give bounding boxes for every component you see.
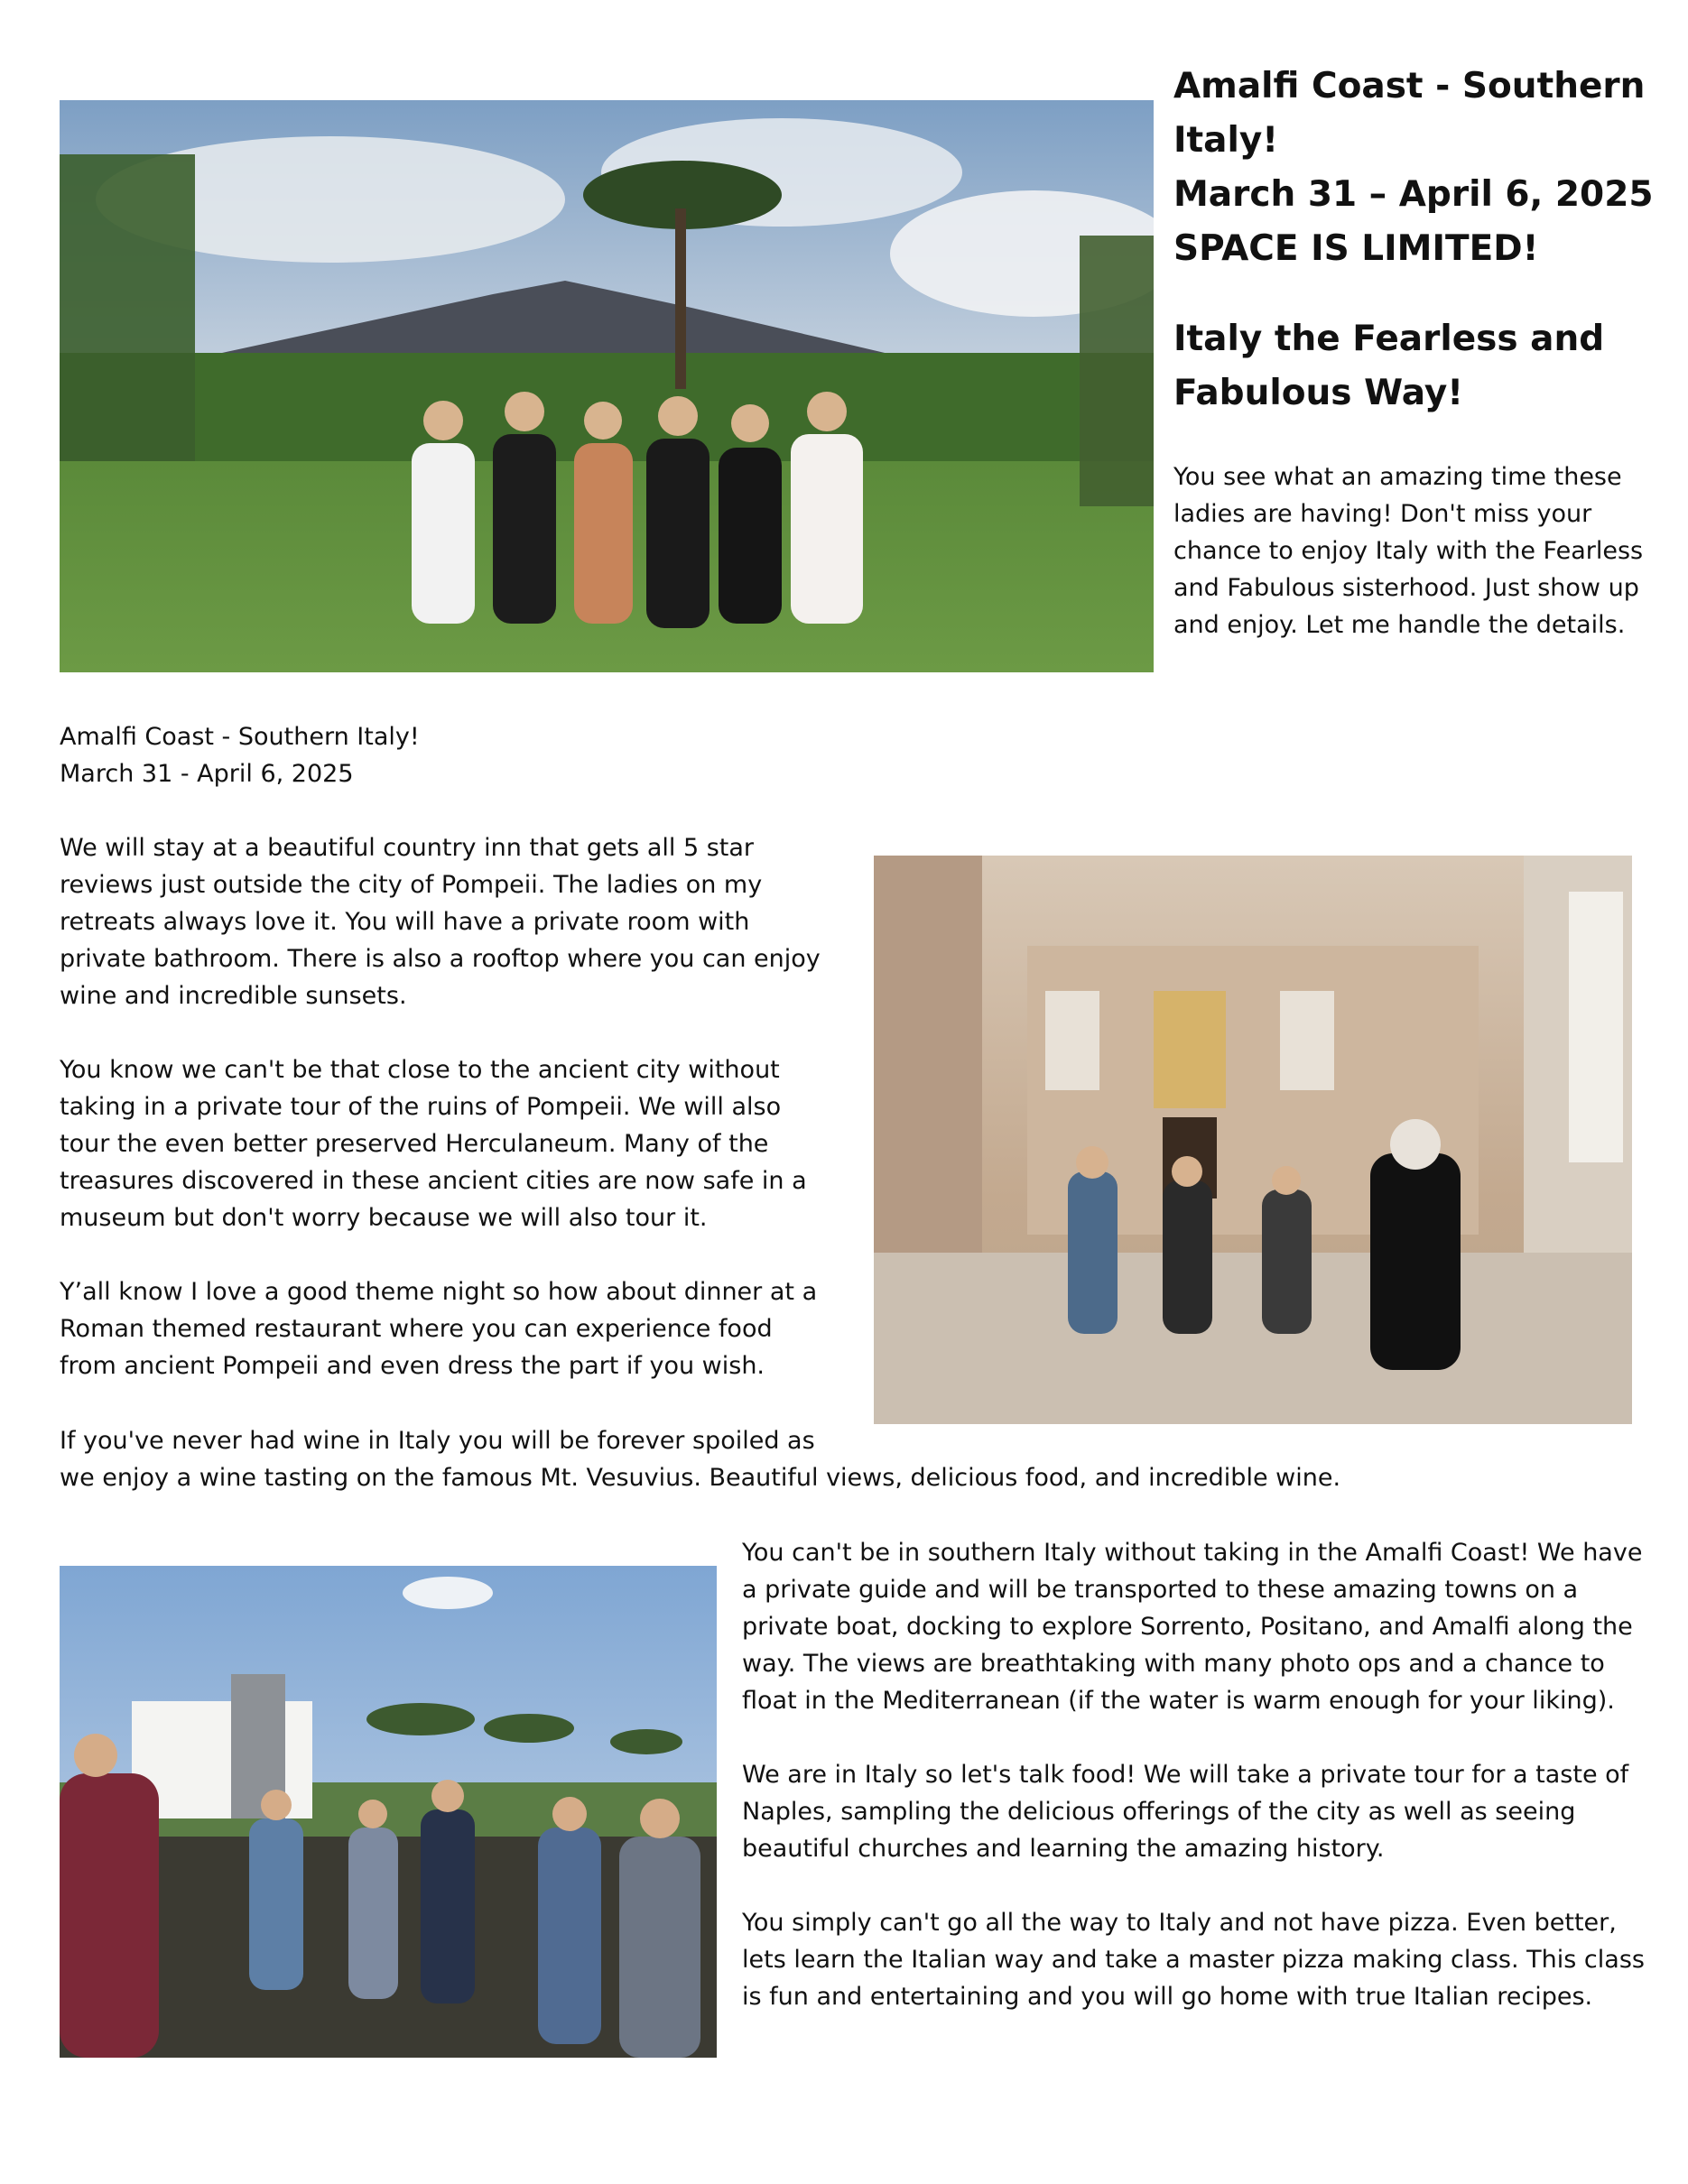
paragraph-naples-food: We are in Italy so let's talk food! We will take a private tour for a taste of Naples, sampling the delicious offerings of the city as well as seeing beautiful churches and learning the amazing history. bbox=[742, 1761, 1629, 1863]
section1-title: Amalfi Coast - Southern Italy! bbox=[60, 723, 420, 751]
section1-dates: March 31 - April 6, 2025 bbox=[60, 760, 354, 788]
photo-winery-group bbox=[60, 1566, 717, 2058]
paragraph-theme-night: Y’all know I love a good theme night so how about dinner at a Roman themed restaurant where you can experience food from ancient Pompeii and even dress the part if you wish. bbox=[60, 1278, 818, 1380]
tagline-line-1: Italy the Fearless and bbox=[1173, 319, 1605, 359]
photo-palace-staircase bbox=[874, 856, 1632, 1424]
paragraph-wine bbox=[60, 1422, 1414, 1496]
headline-title-2: Italy! bbox=[1173, 120, 1279, 161]
tagline-line-2: Fabulous Way! bbox=[1173, 373, 1464, 413]
paragraph-wine-line-1: If you've never had wine in Italy you will be forever spoiled as bbox=[60, 1427, 815, 1455]
paragraph-wine-line-2: we enjoy a wine tasting on the famous Mt. Vesuvius. Beautiful views, delicious food, and incredible wine. bbox=[60, 1464, 1341, 1492]
section1-heading bbox=[60, 718, 872, 792]
trip-headline bbox=[1173, 60, 1661, 276]
headline-dates: March 31 – April 6, 2025 bbox=[1173, 174, 1654, 215]
tagline bbox=[1173, 312, 1661, 421]
photo-vineyard-vesuvius bbox=[60, 100, 1154, 672]
section2-body bbox=[742, 1534, 1645, 2015]
paragraph-inn: We will stay at a beautiful country inn that gets all 5 star reviews just outside the city of Pompeii. The ladies on my retreats always love it. You will have a private room with private bathroom. There is also a rooftop where you can enjoy wine and incredible sunsets. bbox=[60, 834, 821, 1010]
headline-title-1: Amalfi Coast - Southern bbox=[1173, 66, 1646, 106]
paragraph-pompeii: You know we can't be that close to the ancient city without taking in a private tour of the ruins of Pompeii. We will also tour the even better preserved Herculaneum. Many of the treasures discovered in these ancient cities are now safe in a museum but don't worry because we will also tour it. bbox=[60, 1056, 807, 1232]
paragraph-pizza-class: You simply can't go all the way to Italy and not have pizza. Even better, lets learn the Italian way and take a master pizza making class. This class is fun and entertaining and you will go home with true Italian recipes. bbox=[742, 1909, 1645, 2011]
headline-limited: SPACE IS LIMITED! bbox=[1173, 228, 1539, 269]
section1-body bbox=[60, 829, 834, 1384]
paragraph-amalfi-coast: You can't be in southern Italy without taking in the Amalfi Coast! We have a private guide and will be transported to these amazing towns on a private boat, docking to explore Sorrento, Positano, and Amalfi along the way. The views are breathtaking with many photo ops and a chance to float in the Mediterranean (if the water is warm enough for your liking). bbox=[742, 1539, 1643, 1715]
intro-paragraph: You see what an amazing time these ladies are having! Don't miss your chance to enjoy Italy with the Fearless and Fabulous sisterhood. Just show up and enjoy. Let me handle the details. bbox=[1173, 463, 1644, 639]
